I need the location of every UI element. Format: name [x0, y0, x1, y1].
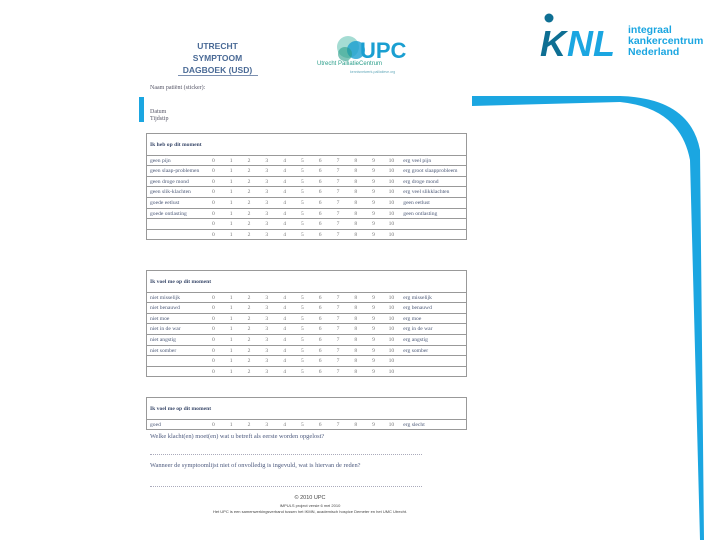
score-option[interactable]: 10: [382, 356, 400, 367]
score-option[interactable]: 5: [293, 155, 311, 166]
score-option[interactable]: 0: [205, 313, 223, 324]
score-option[interactable]: 3: [258, 313, 276, 324]
score-option[interactable]: 10: [382, 208, 400, 219]
score-option[interactable]: 10: [382, 219, 400, 230]
knl-logo-mark: [540, 12, 626, 60]
score-option[interactable]: 3: [258, 219, 276, 230]
score-option[interactable]: 3: [258, 208, 276, 219]
score-option[interactable]: 2: [240, 345, 258, 356]
score-option[interactable]: 3: [258, 356, 276, 367]
score-option[interactable]: 9: [365, 419, 383, 430]
score-option[interactable]: 1: [222, 197, 240, 208]
score-option[interactable]: 6: [311, 219, 329, 230]
symptom-table-3: [146, 397, 467, 430]
score-option[interactable]: 2: [240, 155, 258, 166]
score-option[interactable]: 3: [258, 176, 276, 187]
table-row: [147, 345, 467, 356]
score-option[interactable]: 7: [329, 176, 347, 187]
score-option[interactable]: 8: [347, 155, 365, 166]
score-option[interactable]: 0: [205, 219, 223, 230]
score-option[interactable]: 5: [293, 366, 311, 377]
score-option[interactable]: 7: [329, 166, 347, 177]
score-option[interactable]: 7: [329, 303, 347, 314]
score-option[interactable]: 4: [276, 176, 294, 187]
score-option[interactable]: 6: [311, 176, 329, 187]
score-option[interactable]: 5: [293, 324, 311, 335]
score-option[interactable]: 10: [382, 419, 400, 430]
score-option[interactable]: 4: [276, 303, 294, 314]
score-option[interactable]: 3: [258, 324, 276, 335]
table-header: Ik heb op dit moment: [147, 134, 467, 156]
score-option[interactable]: 4: [276, 208, 294, 219]
score-option[interactable]: 8: [347, 356, 365, 367]
score-option[interactable]: 1: [222, 166, 240, 177]
score-option[interactable]: 3: [258, 197, 276, 208]
score-option[interactable]: 1: [222, 356, 240, 367]
score-option[interactable]: 7: [329, 324, 347, 335]
score-option[interactable]: 3: [258, 419, 276, 430]
score-option[interactable]: 6: [311, 324, 329, 335]
score-option[interactable]: 1: [222, 366, 240, 377]
score-option[interactable]: 10: [382, 187, 400, 198]
footer-note: Het UPC is een samenwerkingsverband tussen het IKMN, academisch hospice Demeter en het UMC Utrecht.: [212, 509, 408, 514]
score-option[interactable]: 2: [240, 219, 258, 230]
score-option[interactable]: 0: [205, 419, 223, 430]
score-option[interactable]: 7: [329, 219, 347, 230]
knl-logo: [540, 12, 626, 65]
row-high-label: [400, 356, 466, 367]
score-option[interactable]: 10: [382, 366, 400, 377]
title-line: DAGBOEK (USD): [182, 65, 253, 75]
svg-text:K: K: [540, 23, 566, 60]
score-option[interactable]: 5: [293, 303, 311, 314]
score-option[interactable]: 7: [329, 155, 347, 166]
score-option[interactable]: 2: [240, 292, 258, 303]
score-option[interactable]: 3: [258, 345, 276, 356]
score-option[interactable]: 0: [205, 303, 223, 314]
score-option[interactable]: 9: [365, 166, 383, 177]
row-high-label: erg groot slaapprobleem: [400, 166, 466, 177]
score-option[interactable]: 4: [276, 166, 294, 177]
table-row: [147, 334, 467, 345]
table-row: [147, 366, 467, 377]
score-option[interactable]: 2: [240, 334, 258, 345]
score-option[interactable]: 10: [382, 292, 400, 303]
knl-line2: kankercentrum: [628, 35, 704, 47]
score-option[interactable]: 9: [365, 187, 383, 198]
score-option[interactable]: 0: [205, 324, 223, 335]
table-row: [147, 292, 467, 303]
score-option[interactable]: 0: [205, 334, 223, 345]
score-option[interactable]: 5: [293, 197, 311, 208]
row-low-label: geen droge mond: [147, 176, 205, 187]
score-option[interactable]: 1: [222, 419, 240, 430]
table-header-row: [147, 398, 467, 420]
score-option[interactable]: 7: [329, 197, 347, 208]
score-option[interactable]: 2: [240, 229, 258, 240]
score-option[interactable]: 6: [311, 345, 329, 356]
score-option[interactable]: 0: [205, 155, 223, 166]
row-low-label: niet benauwd: [147, 303, 205, 314]
score-option[interactable]: 9: [365, 334, 383, 345]
score-option[interactable]: 8: [347, 345, 365, 356]
score-option[interactable]: 1: [222, 313, 240, 324]
document-title: [170, 40, 265, 76]
score-option[interactable]: 10: [382, 155, 400, 166]
answer-line-1[interactable]: [150, 454, 422, 455]
score-option[interactable]: 9: [365, 292, 383, 303]
score-option[interactable]: 5: [293, 356, 311, 367]
score-option[interactable]: 4: [276, 155, 294, 166]
row-high-label: geen ontlasting: [400, 208, 466, 219]
score-option[interactable]: 5: [293, 345, 311, 356]
svg-text:NL: NL: [567, 23, 615, 60]
score-option[interactable]: 9: [365, 313, 383, 324]
score-option[interactable]: 8: [347, 176, 365, 187]
score-option[interactable]: 10: [382, 166, 400, 177]
score-option[interactable]: 7: [329, 356, 347, 367]
score-option[interactable]: 8: [347, 219, 365, 230]
score-option[interactable]: 7: [329, 229, 347, 240]
score-option[interactable]: 3: [258, 334, 276, 345]
score-option[interactable]: 7: [329, 419, 347, 430]
row-low-label: niet somber: [147, 345, 205, 356]
score-option[interactable]: 8: [347, 419, 365, 430]
row-low-label: niet in de war: [147, 324, 205, 335]
score-option[interactable]: 4: [276, 366, 294, 377]
score-option[interactable]: 5: [293, 176, 311, 187]
score-option[interactable]: 6: [311, 166, 329, 177]
score-option[interactable]: 10: [382, 197, 400, 208]
score-option[interactable]: 4: [276, 219, 294, 230]
upc-logo-text: UPC: [360, 38, 407, 63]
score-option[interactable]: 8: [347, 208, 365, 219]
score-option[interactable]: 1: [222, 187, 240, 198]
score-option[interactable]: 4: [276, 334, 294, 345]
score-option[interactable]: 0: [205, 166, 223, 177]
score-option[interactable]: 0: [205, 356, 223, 367]
score-option[interactable]: 8: [347, 229, 365, 240]
row-high-label: erg moe: [400, 313, 466, 324]
row-low-label: geen slik-klachten: [147, 187, 205, 198]
score-option[interactable]: 10: [382, 229, 400, 240]
score-option[interactable]: 4: [276, 345, 294, 356]
date-label: Datum: [150, 109, 167, 115]
score-option[interactable]: 6: [311, 187, 329, 198]
score-option[interactable]: 3: [258, 166, 276, 177]
row-high-label: erg veel pijn: [400, 155, 466, 166]
score-option[interactable]: 8: [347, 292, 365, 303]
row-low-label: [147, 229, 205, 240]
row-high-label: [400, 219, 466, 230]
symptom-table-2: [146, 270, 467, 377]
score-option[interactable]: 8: [347, 166, 365, 177]
answer-line-2[interactable]: [150, 486, 422, 487]
upc-subtitle: Utrecht PalliatieCentrum: [317, 61, 383, 67]
table-header: Ik voel me op dit moment: [147, 271, 467, 293]
row-high-label: erg veel slikklachten: [400, 187, 466, 198]
table-row: [147, 155, 467, 166]
score-option[interactable]: 8: [347, 303, 365, 314]
row-high-label: erg in de war: [400, 324, 466, 335]
upc-url: kennisnetwerk-palliatieve.org: [350, 70, 396, 74]
table-row: [147, 187, 467, 198]
table-row: [147, 176, 467, 187]
score-option[interactable]: 8: [347, 187, 365, 198]
score-option[interactable]: 2: [240, 208, 258, 219]
row-low-label: goed: [147, 419, 205, 430]
score-option[interactable]: 0: [205, 197, 223, 208]
score-option[interactable]: 0: [205, 366, 223, 377]
question-2: Wanneer de symptoomlijst niet of onvolledig is ingevuld, wat is hiervan de reden?: [150, 462, 361, 469]
score-option[interactable]: 10: [382, 313, 400, 324]
score-option[interactable]: 5: [293, 419, 311, 430]
score-option[interactable]: 5: [293, 219, 311, 230]
score-option[interactable]: 4: [276, 324, 294, 335]
score-option[interactable]: 5: [293, 208, 311, 219]
score-option[interactable]: 1: [222, 219, 240, 230]
score-option[interactable]: 6: [311, 366, 329, 377]
score-option[interactable]: 10: [382, 303, 400, 314]
score-option[interactable]: 1: [222, 208, 240, 219]
row-low-label: geen pijn: [147, 155, 205, 166]
score-option[interactable]: 8: [347, 334, 365, 345]
table-row: [147, 313, 467, 324]
score-option[interactable]: 0: [205, 187, 223, 198]
score-option[interactable]: 8: [347, 197, 365, 208]
score-option[interactable]: 1: [222, 303, 240, 314]
score-option[interactable]: 2: [240, 324, 258, 335]
score-option[interactable]: 0: [205, 176, 223, 187]
row-low-label: [147, 356, 205, 367]
row-high-label: erg benauwd: [400, 303, 466, 314]
table-row: [147, 324, 467, 335]
row-high-label: erg somber: [400, 345, 466, 356]
table-header-row: [147, 271, 467, 293]
score-option[interactable]: 10: [382, 176, 400, 187]
table-row: [147, 219, 467, 230]
row-high-label: [400, 366, 466, 377]
score-option[interactable]: 9: [365, 155, 383, 166]
score-option[interactable]: 6: [311, 197, 329, 208]
score-option[interactable]: 0: [205, 208, 223, 219]
score-option[interactable]: 9: [365, 366, 383, 377]
row-high-label: erg misselijk: [400, 292, 466, 303]
time-label: Tijdstip: [150, 116, 169, 122]
title-underline: [178, 75, 258, 76]
score-option[interactable]: 3: [258, 187, 276, 198]
score-option[interactable]: 1: [222, 176, 240, 187]
score-option[interactable]: 10: [382, 324, 400, 335]
title-line: SYMPTOOM: [192, 53, 243, 63]
row-low-label: niet moe: [147, 313, 205, 324]
score-option[interactable]: 5: [293, 229, 311, 240]
score-option[interactable]: 5: [293, 313, 311, 324]
score-option[interactable]: 1: [222, 229, 240, 240]
score-option[interactable]: 9: [365, 176, 383, 187]
row-high-label: erg slecht: [400, 419, 466, 430]
score-option[interactable]: 9: [365, 303, 383, 314]
score-option[interactable]: 6: [311, 303, 329, 314]
score-option[interactable]: 10: [382, 345, 400, 356]
table-header-row: [147, 134, 467, 156]
score-option[interactable]: 3: [258, 366, 276, 377]
row-low-label: geen slaap-problemen: [147, 166, 205, 177]
row-high-label: [400, 229, 466, 240]
score-option[interactable]: 6: [311, 292, 329, 303]
score-option[interactable]: 9: [365, 208, 383, 219]
score-option[interactable]: 3: [258, 292, 276, 303]
score-option[interactable]: 1: [222, 155, 240, 166]
score-option[interactable]: 4: [276, 313, 294, 324]
score-option[interactable]: 7: [329, 187, 347, 198]
score-option[interactable]: 2: [240, 303, 258, 314]
score-option[interactable]: 7: [329, 313, 347, 324]
knl-wordmark: [628, 25, 703, 58]
score-option[interactable]: 1: [222, 334, 240, 345]
score-option[interactable]: 2: [240, 313, 258, 324]
score-option[interactable]: 7: [329, 334, 347, 345]
score-option[interactable]: 7: [329, 208, 347, 219]
score-option[interactable]: 6: [311, 419, 329, 430]
score-option[interactable]: 9: [365, 229, 383, 240]
score-option[interactable]: 9: [365, 197, 383, 208]
score-option[interactable]: 2: [240, 197, 258, 208]
row-low-label: niet misselijk: [147, 292, 205, 303]
table-row: [147, 356, 467, 367]
score-option[interactable]: 9: [365, 219, 383, 230]
footer-copyright: © 2010 UPC: [294, 495, 326, 501]
symptom-table-1: [146, 133, 467, 240]
score-option[interactable]: 3: [258, 229, 276, 240]
footer-version: IMPULS project versie 6 mei 2010: [279, 503, 341, 508]
score-option[interactable]: 0: [205, 292, 223, 303]
score-option[interactable]: 4: [276, 419, 294, 430]
row-high-label: geen eetlust: [400, 197, 466, 208]
title-line: UTRECHT: [197, 41, 238, 51]
score-option[interactable]: 8: [347, 324, 365, 335]
score-option[interactable]: 6: [311, 356, 329, 367]
score-option[interactable]: 1: [222, 345, 240, 356]
score-option[interactable]: 4: [276, 229, 294, 240]
score-option[interactable]: 5: [293, 187, 311, 198]
score-option[interactable]: 4: [276, 292, 294, 303]
table-row: [147, 229, 467, 240]
row-low-label: goede ontlasting: [147, 208, 205, 219]
score-option[interactable]: 5: [293, 334, 311, 345]
table-row: [147, 166, 467, 177]
score-option[interactable]: 5: [293, 166, 311, 177]
score-option[interactable]: 3: [258, 303, 276, 314]
score-option[interactable]: 3: [258, 155, 276, 166]
table-row: [147, 303, 467, 314]
row-high-label: erg angstig: [400, 334, 466, 345]
score-option[interactable]: 0: [205, 345, 223, 356]
table-header: Ik voel me op dit moment: [147, 398, 467, 420]
score-option[interactable]: 1: [222, 292, 240, 303]
score-option[interactable]: 2: [240, 187, 258, 198]
table-row: [147, 208, 467, 219]
row-low-label: [147, 366, 205, 377]
table-row: [147, 197, 467, 208]
score-option[interactable]: 5: [293, 292, 311, 303]
score-option[interactable]: 6: [311, 229, 329, 240]
score-option[interactable]: 2: [240, 166, 258, 177]
score-option[interactable]: 2: [240, 419, 258, 430]
score-option[interactable]: 9: [365, 356, 383, 367]
patient-name-label: Naam patiënt (sticker):: [150, 85, 206, 91]
row-low-label: niet angstig: [147, 334, 205, 345]
score-option[interactable]: 10: [382, 334, 400, 345]
knl-line3: Nederland: [628, 46, 680, 58]
row-low-label: [147, 219, 205, 230]
question-1: Welke klacht(en) moet(en) wat u betreft als eerste worden opgelost?: [150, 433, 325, 440]
score-option[interactable]: 4: [276, 187, 294, 198]
score-option[interactable]: 6: [311, 313, 329, 324]
score-option[interactable]: 9: [365, 345, 383, 356]
score-option[interactable]: 6: [311, 334, 329, 345]
table-row: [147, 419, 467, 430]
score-option[interactable]: 9: [365, 324, 383, 335]
score-option[interactable]: 7: [329, 292, 347, 303]
score-option[interactable]: 2: [240, 366, 258, 377]
score-option[interactable]: 1: [222, 324, 240, 335]
row-low-label: goede eetlust: [147, 197, 205, 208]
score-option[interactable]: 8: [347, 366, 365, 377]
score-option[interactable]: 8: [347, 313, 365, 324]
score-option[interactable]: 6: [311, 155, 329, 166]
score-option[interactable]: 4: [276, 356, 294, 367]
knl-line1: integraal: [628, 24, 672, 36]
score-option[interactable]: 2: [240, 356, 258, 367]
row-high-label: erg droge mond: [400, 176, 466, 187]
score-option[interactable]: 2: [240, 176, 258, 187]
score-option[interactable]: 4: [276, 197, 294, 208]
score-option[interactable]: 0: [205, 229, 223, 240]
score-option[interactable]: 7: [329, 366, 347, 377]
score-option[interactable]: 7: [329, 345, 347, 356]
score-option[interactable]: 6: [311, 208, 329, 219]
